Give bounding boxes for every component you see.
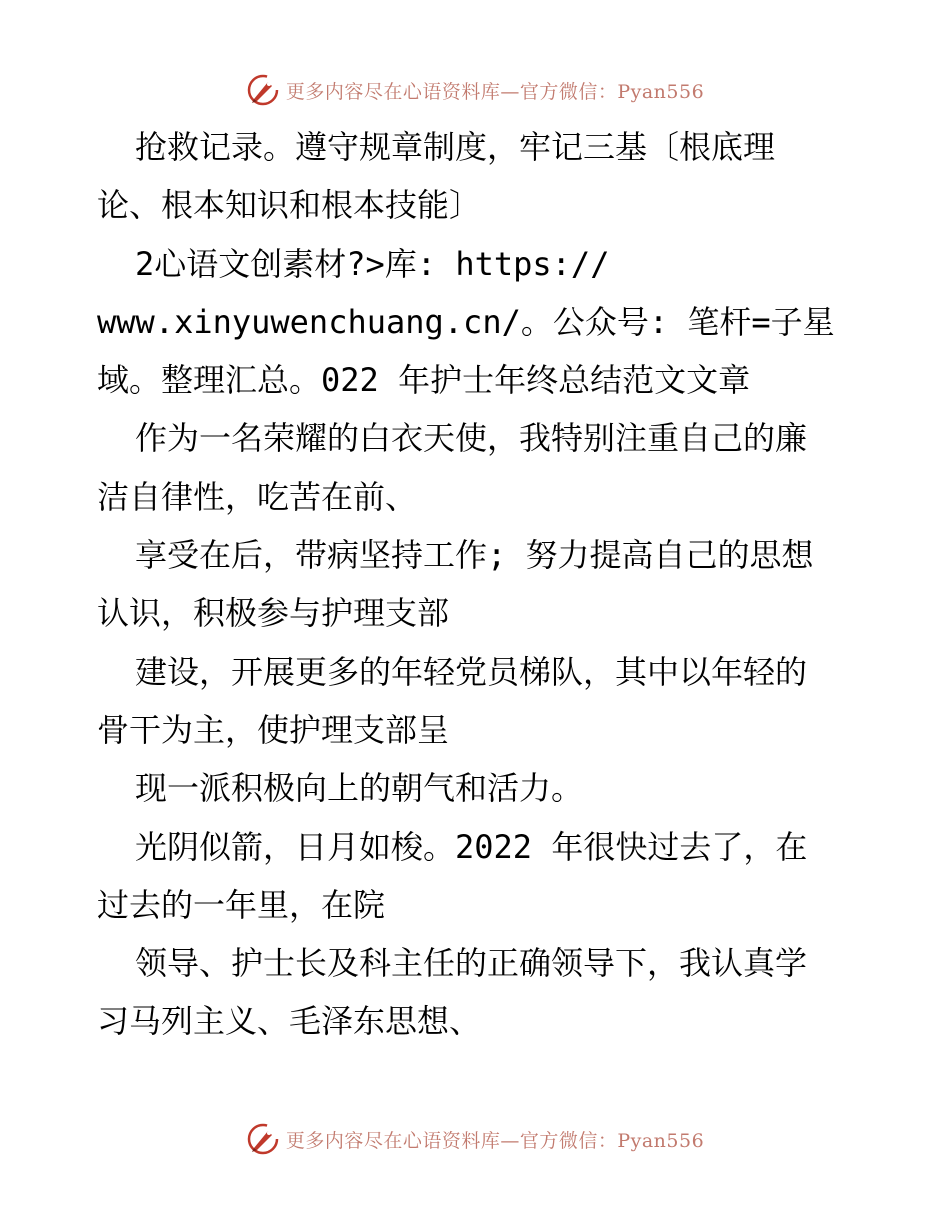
- text-line: 建设，开展更多的年轻党员梯队，其中以年轻的: [135, 652, 808, 691]
- text-line: 论、根本知识和根本技能〕: [97, 186, 482, 225]
- footer-banner-text: 更多内容尽在心语资料库—官方微信：Pyan556: [285, 1129, 705, 1152]
- text-line: 现一派积极向上的朝气和活力。: [135, 769, 584, 808]
- text-line: www.xinyuwenchuang.cn/。公众号: 笔杆=子星: [97, 302, 835, 341]
- pen-nib-logo-icon: [246, 1122, 280, 1156]
- text-line: 作为一名荣耀的白衣天使，我特别注重自己的廉: [135, 419, 808, 458]
- pen-nib-logo-icon: [246, 73, 280, 107]
- footer-banner-content: [246, 1122, 704, 1156]
- text-line: 认识，积极参与护理支部: [97, 594, 450, 633]
- text-line: 域。整理汇总。022 年护士年终总结范文文章: [97, 361, 751, 400]
- text-line: 享受在后，带病坚持工作; 努力提高自己的思想: [135, 536, 814, 575]
- text-line: 骨干为主，使护理支部呈: [97, 710, 450, 749]
- document-body: [97, 118, 857, 1051]
- text-line: 领导、护士长及科主任的正确领导下，我认真学: [135, 944, 808, 983]
- header-banner: [0, 70, 950, 110]
- header-banner-content: [246, 73, 704, 107]
- text-line: 洁自律性，吃苦在前、: [97, 477, 418, 516]
- text-line: 习马列主义、毛泽东思想、: [97, 1002, 482, 1041]
- footer-banner: [0, 1119, 950, 1159]
- text-line: 过去的一年里，在院: [97, 885, 386, 924]
- header-banner-text: 更多内容尽在心语资料库—官方微信：Pyan556: [285, 80, 705, 103]
- text-line: 光阴似箭，日月如梭。2022 年很快过去了，在: [135, 827, 808, 866]
- text-line: 抢救记录。遵守规章制度，牢记三基〔根底理: [135, 128, 776, 166]
- text-line: 2心语文创素材?>库: https://: [135, 244, 610, 283]
